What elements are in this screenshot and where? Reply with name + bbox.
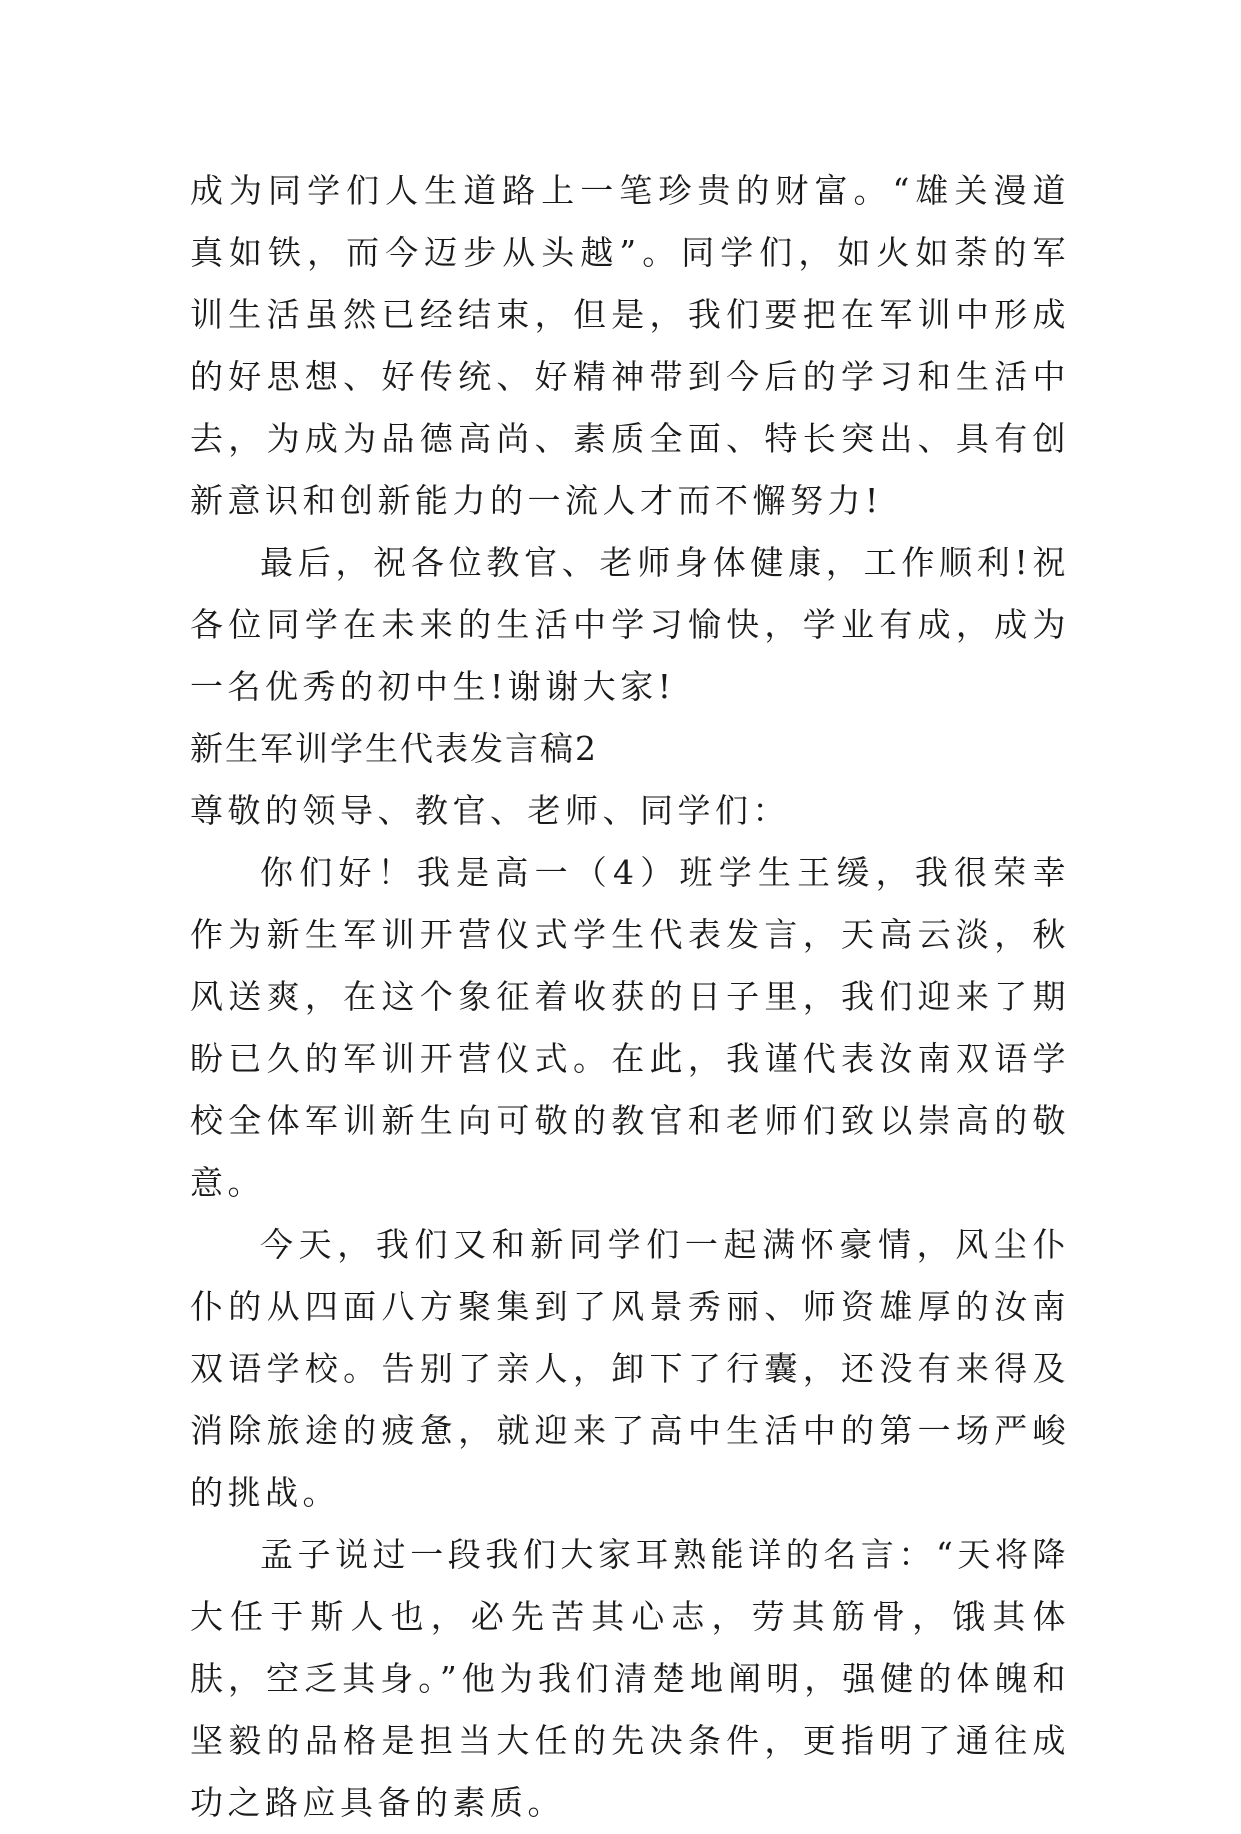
salutation: 尊敬的领导、教官、老师、同学们：: [190, 791, 790, 830]
body-paragraph-3: 你们好！我是高一（4）班学生王缓，我很荣幸作为新生军训开营仪式学生代表发言，天高云淡，秋风送爽，在这个象征着收获的日子里，我们迎来了期盼已久的军训开营仪式。在此，我谨代表汝南双语学校全体军训新生向可敬的教官和老师们致以崇高的敬意。: [190, 853, 1070, 1202]
section-title: 新生军训学生代表发言稿2: [190, 729, 598, 768]
body-paragraph-2: 最后，祝各位教官、老师身体健康，工作顺利!祝各位同学在未来的生活中学习愉快，学业有成，成为一名优秀的初中生!谢谢大家!: [190, 543, 1070, 706]
body-paragraph-5: 孟子说过一段我们大家耳熟能详的名言：“天将降大任于斯人也，必先苦其心志，劳其筋骨，饿其体肤，空乏其身。”他为我们清楚地阐明，强健的体魄和坚毅的品格是担当大任的先决条件，更指明了通往成功之路应具备的素质。: [190, 1535, 1070, 1822]
document-body: [190, 160, 1070, 1834]
body-paragraph-4: 今天，我们又和新同学们一起满怀豪情，风尘仆仆的从四面八方聚集到了风景秀丽、师资雄厚的汝南双语学校。告别了亲人，卸下了行囊，还没有来得及消除旅途的疲惫，就迎来了高中生活中的第一场严峻的挑战。: [190, 1225, 1070, 1512]
body-paragraph-1: 成为同学们人生道路上一笔珍贵的财富。“雄关漫道真如铁，而今迈步从头越”。同学们，如火如荼的军训生活虽然已经结束，但是，我们要把在军训中形成的好思想、好传统、好精神带到今后的学习和生活中去，为成为品德高尚、素质全面、特长突出、具有创新意识和创新能力的一流人才而不懈努力!: [190, 171, 1070, 520]
